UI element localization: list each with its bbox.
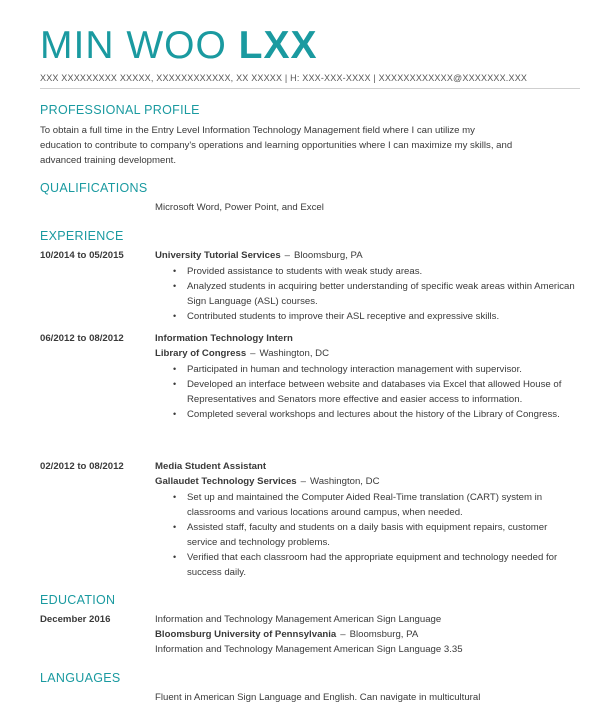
list-item: • Set up and maintained the Computer Aided Real-Time translation (CART) system in classrooms and various locations around campus, when needed. [187,490,577,520]
profile-line: advanced training development. [40,155,177,166]
job-dates: 10/2014 to 05/2015 [40,250,124,261]
job-employer [155,476,380,487]
list-item: • Developed an interface between website and databases via Excel that allowed House of Representatives and Senators more effective and easier access to information. [187,377,577,407]
separator-dash: – [284,250,291,261]
last-name: LXX [238,24,318,67]
profile-text [40,123,575,168]
contact-info: XXX XXXXXXXXX XXXXX, XXXXXXXXXXXX, XX XXXXX | H: XXX-XXX-XXXX | XXXXXXXXXXXX@XXXXXXX.XXX [40,73,528,83]
profile-line: education to contribute to company's operations and learning opportunities where I can maximize my skills, and [40,140,513,151]
list-item: • Participated in human and technology interaction management with supervisor. [187,362,577,377]
company-name: Gallaudet Technology Services [155,476,297,487]
separator-dash: – [340,629,346,640]
job-position [155,461,266,472]
list-item: • Contributed students to improve their ASL receptive and expressive skills. [187,309,577,324]
job-employer [155,250,363,261]
company-location: Washington, DC [259,348,330,359]
list-item: • Completed several workshops and lectures about the history of the Library of Congress. [187,407,577,422]
list-item: • Verified that each classroom had the appropriate equipment and technology needed for success daily. [187,550,577,580]
separator-dash: – [300,476,306,487]
position-title: Information Technology Intern [155,333,293,344]
company-location: Washington, DC [310,476,380,487]
company-name: Library of Congress [155,348,247,359]
section-title-languages: LANGUAGES [40,671,121,685]
position-title: Media Student Assistant [155,461,267,472]
education-detail: Information and Technology Management American Sign Language 3.35 [155,644,463,655]
job-employer [155,348,329,359]
qualifications-text: Microsoft Word, Power Point, and Excel [155,202,324,213]
company-location: Bloomsburg, PA [294,250,363,261]
job-bullets [187,490,577,580]
job-dates: 02/2012 to 08/2012 [40,461,124,472]
school-location: Bloomsburg, PA [349,629,419,640]
profile-line: To obtain a full time in the Entry Level Information Technology Management field where I can utilize my [40,125,475,136]
section-title-qualifications: QUALIFICATIONS [40,181,148,195]
school-name: Bloomsburg University of Pennsylvania [155,629,337,640]
first-name: MIN WOO [40,24,227,67]
list-item: • Analyzed students in acquiring better understanding of specific weak areas within American Sign Language (ASL) courses. [187,279,577,309]
company-name: University Tutorial Services [155,250,281,261]
job-bullets [187,362,577,422]
education-date: December 2016 [40,614,111,625]
section-title-experience: EXPERIENCE [40,229,124,243]
job-position [155,333,293,344]
education-school [155,629,418,640]
separator-dash: – [250,348,256,359]
list-item: • Assisted staff, faculty and students on a daily basis with equipment repairs, customer service and technology problems. [187,520,577,550]
header-divider [40,88,580,89]
job-bullets [187,264,577,324]
education-degree: Information and Technology Management American Sign Language [155,614,442,625]
section-title-profile: PROFESSIONAL PROFILE [40,103,200,117]
candidate-name [40,22,318,70]
list-item: • Provided assistance to students with weak study areas. [187,264,577,279]
job-dates: 06/2012 to 08/2012 [40,333,124,344]
languages-text: Fluent in American Sign Language and English. Can navigate in multicultural [155,692,481,703]
section-title-education: EDUCATION [40,593,116,607]
